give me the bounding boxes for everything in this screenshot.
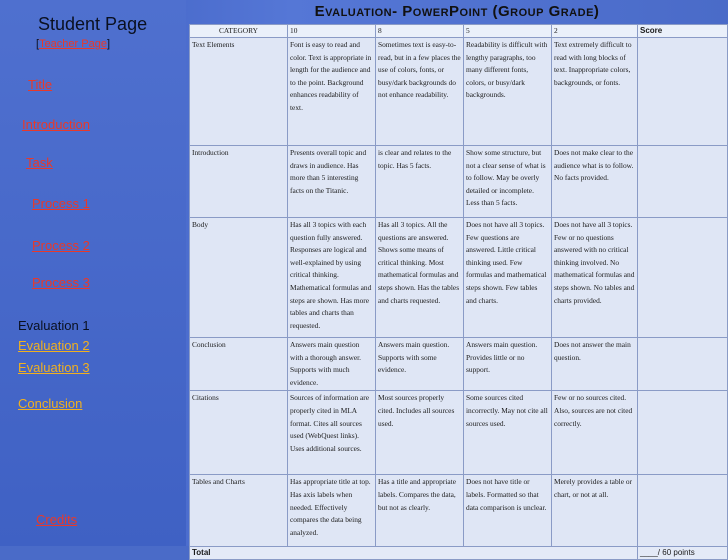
sidebar-title: Student Page (38, 14, 148, 34)
table-row (190, 38, 728, 146)
table-row (190, 218, 728, 338)
table-row (190, 391, 728, 475)
cell-8: Answers main question. Supports with some evidence. (376, 338, 464, 391)
total-row (190, 547, 728, 560)
cell-10: Font is easy to read and color. Text is appropriate in length for the audience and to the point. Background enhances readability of text. (288, 38, 376, 146)
cell-2: Does not answer the main question. (552, 338, 638, 391)
cell-8: is clear and relates to the topic. Has 5 facts. (376, 146, 464, 218)
cell-10: Has all 3 topics with each question fully answered. Responses are logical and well-explained by using critical thinking. Mathematical formulas and steps are shown. Has more tables and charts than requested. (288, 218, 376, 338)
row-category: Introduction (190, 146, 288, 218)
header-2: 2 (552, 25, 638, 38)
cell-5: Does not have all 3 topics. Few questions are answered. Little critical thinking used. Few formulas and mathematical steps shown. Few tables and charts. (464, 218, 552, 338)
cell-2: Merely provides a table or chart, or not at all. (552, 475, 638, 547)
row-category: Tables and Charts (190, 475, 288, 547)
cell-2: Text extremely difficult to read with long blocks of text. Inappropriate colors, backgrounds, or fonts. (552, 38, 638, 146)
nav-evaluation-3-link[interactable]: Evaluation 3 (18, 360, 90, 375)
score-cell[interactable] (638, 338, 728, 391)
cell-10: Sources of information are properly cited in MLA format. Cites all sources used (WebQuest links). Uses additional sources. (288, 391, 376, 475)
row-category: Conclusion (190, 338, 288, 391)
teacher-page-link[interactable]: Teacher Page (39, 38, 107, 50)
nav-introduction-link[interactable]: Introduction (22, 117, 90, 132)
cell-5: Does not have title or labels. Formatted so that data comparison is unclear. (464, 475, 552, 547)
nav-process-2-link[interactable]: Process 2 (32, 238, 90, 253)
header-8: 8 (376, 25, 464, 38)
nav-conclusion-link[interactable]: Conclusion (18, 396, 83, 411)
score-cell[interactable] (638, 475, 728, 547)
sidebar (0, 0, 186, 546)
score-cell[interactable] (638, 391, 728, 475)
nav-evaluation-2-link[interactable]: Evaluation 2 (18, 338, 90, 353)
cell-5: Some sources cited incorrectly. May not cite all sources used. (464, 391, 552, 475)
score-cell[interactable] (638, 38, 728, 146)
row-category: Citations (190, 391, 288, 475)
nav-credits-link[interactable]: Credits (36, 512, 78, 527)
nav-task-link[interactable]: Task (26, 155, 53, 170)
table-header-row (190, 25, 728, 38)
cell-10: Has appropriate title at top. Has axis labels when needed. Effectively compares the data being analyzed. (288, 475, 376, 547)
total-label: Total (190, 547, 638, 560)
header-score: Score (638, 25, 728, 38)
cell-5: Answers main question. Provides little or no support. (464, 338, 552, 391)
cell-10: Presents overall topic and draws in audience. Has more than 5 interesting facts on the Titanic. (288, 146, 376, 218)
cell-8: Sometimes text is easy-to-read, but in a few places the use of colors, fonts, or busy/dark backgrounds do not enhance readability. (376, 38, 464, 146)
cell-2: Does not make clear to the audience what is to follow. No facts provided. (552, 146, 638, 218)
table-row (190, 338, 728, 391)
score-cell[interactable] (638, 146, 728, 218)
score-cell[interactable] (638, 218, 728, 338)
nav-process-3-link[interactable]: Process 3 (32, 275, 90, 290)
cell-8: Has a title and appropriate labels. Compares the data, but not as clearly. (376, 475, 464, 547)
header-5: 5 (464, 25, 552, 38)
rubric-table (189, 24, 728, 560)
cell-2: Does not have all 3 topics. Few or no questions answered with no critical thinking involved. No mathematical formulas and steps shown. No tables and charts provided. (552, 218, 638, 338)
cell-5: Readability is difficult with lengthy paragraphs, too many different fonts, colors, or busy/dark backgrounds. (464, 38, 552, 146)
teacher-page-line (36, 38, 110, 50)
cell-10: Answers main question with a thorough answer. Supports with much evidence. (288, 338, 376, 391)
row-category: Body (190, 218, 288, 338)
cell-8: Most sources properly cited. Includes all sources used. (376, 391, 464, 475)
nav-process-1-link[interactable]: Process 1 (32, 196, 90, 211)
table-row (190, 475, 728, 547)
header-category: CATEGORY (190, 25, 288, 38)
total-points[interactable]: ____/ 60 points (638, 547, 728, 560)
row-category: Text Elements (190, 38, 288, 146)
teacher-bracket-open: [ (36, 38, 40, 50)
header-10: 10 (288, 25, 376, 38)
cell-8: Has all 3 topics. All the questions are answered. Shows some means of critical thinking. Most mathematical formulas and steps shown. Has the tables and charts requested. (376, 218, 464, 338)
teacher-bracket-close: ] (106, 38, 111, 50)
nav-title-link[interactable]: Title (28, 77, 53, 92)
cell-2: Few or no sources cited. Also, sources are not cited correctly. (552, 391, 638, 475)
table-row (190, 146, 728, 218)
nav-evaluation-1-current: Evaluation 1 (18, 318, 90, 333)
cell-5: Show some structure, but not a clear sense of what is to follow. May be overly detailed or incomplete. Less than 5 facts. (464, 146, 552, 218)
page-title: Evaluation- PowerPoint (Group Grade) (314, 3, 600, 20)
